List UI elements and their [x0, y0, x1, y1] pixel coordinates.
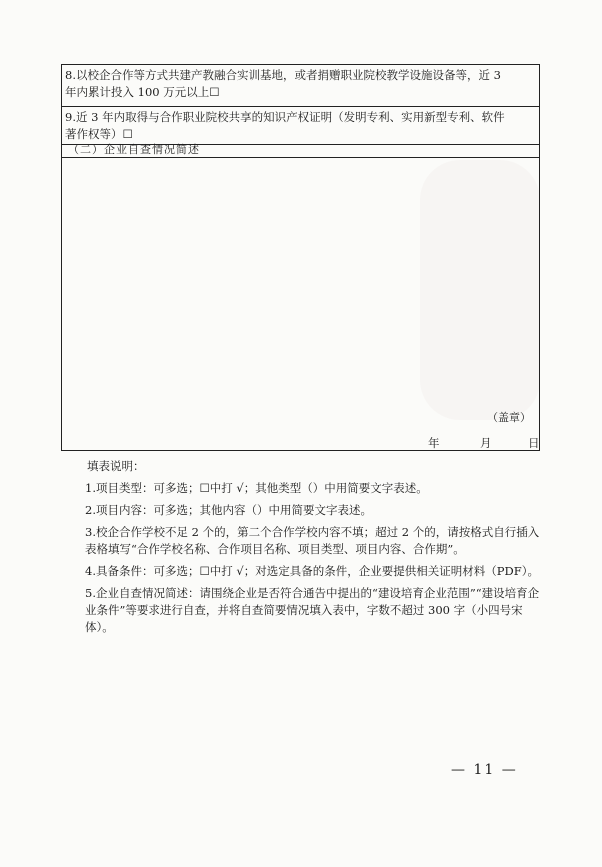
condition-8-line2: 年内累计投入 100 万元以上☐	[65, 85, 220, 99]
condition-row-8	[62, 67, 539, 107]
section-header-row	[62, 145, 539, 158]
page-number: — 11 —	[451, 762, 518, 778]
date-month-label: 月	[480, 436, 492, 450]
seal-label: （盖章）	[487, 411, 531, 424]
instruction-item-1: 1.项目类型：可多选；☐中打 √；其他类型（）中用简要文字表述。	[85, 481, 428, 495]
section-title: （二）企业自查情况简述	[68, 143, 200, 156]
date-year-label: 年	[428, 436, 440, 450]
instruction-item-3: 3.校企合作学校不足 2 个的，第二个合作学校内容不填；超过 2 个的，请按格式自行插入表格填写“合作学校名称、合作项目名称、项目类型、项目内容、合作期”。	[85, 525, 540, 556]
instructions-heading: 填表说明：	[87, 459, 145, 473]
form-table	[61, 64, 540, 451]
filling-instructions	[85, 458, 540, 641]
date-day-label: 日	[528, 436, 540, 450]
instruction-item-4: 4.具备条件：可多选；☐中打 √；对选定具备的条件，企业要提供相关证明材料（PDF）。	[85, 564, 539, 578]
condition-row-9	[62, 107, 539, 145]
condition-9-line1: 9.近 3 年内取得与合作职业院校共享的知识产权证明（发明专利、实用新型专利、软件	[65, 110, 505, 124]
condition-8-line1: 8.以校企合作等方式共建产教融合实训基地，或者捐赠职业院校教学设施设备等，近 3	[65, 68, 501, 82]
instruction-item-5: 5.企业自查情况简述：请围绕企业是否符合通告中提出的“建设培育企业范围”“建设培育企业条件”等要求进行自查，并将自查简要情况填入表中，字数不超过 300 字（小四号宋体）。	[85, 586, 540, 634]
condition-9-line2: 著作权等）☐	[65, 127, 133, 141]
instruction-item-2: 2.项目内容：可多选；其他内容（）中用简要文字表述。	[85, 503, 372, 517]
